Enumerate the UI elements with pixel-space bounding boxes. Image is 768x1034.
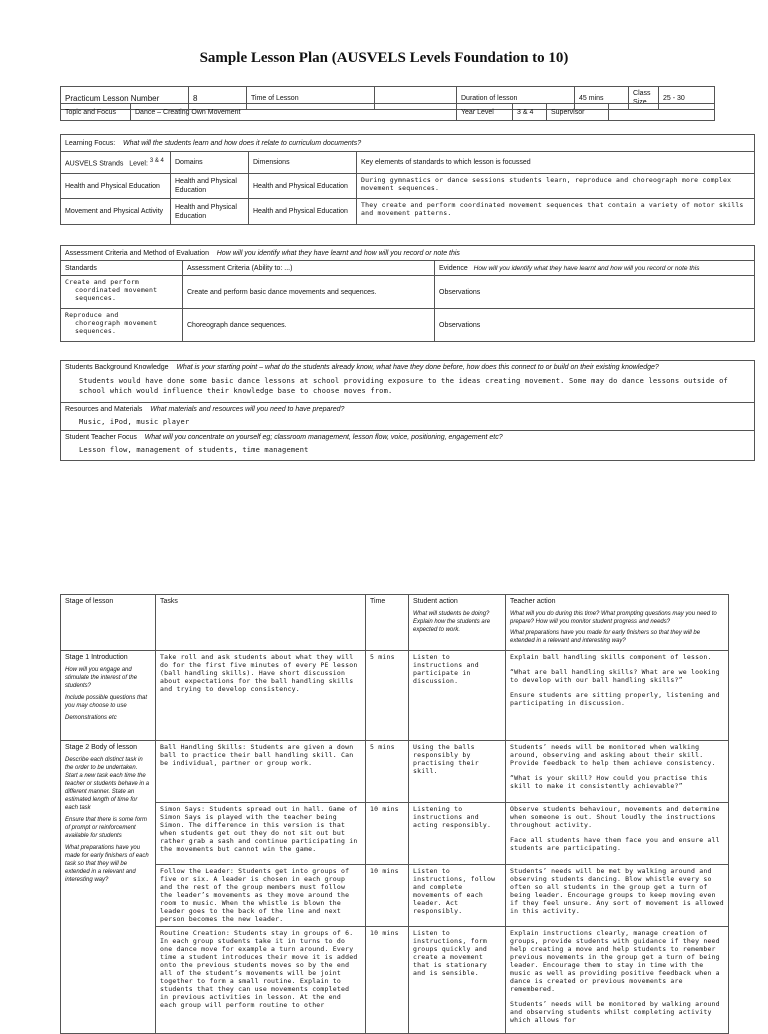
student-action-cell: Listen to instructions, follow and complete movements of each leader. Act responsibly. <box>409 865 506 927</box>
dimensions-label: Dimensions <box>249 152 357 174</box>
dimension-cell: Health and Physical Education <box>249 199 357 225</box>
teacher-focus-question: What will you concentrate on yourself eg; classroom management, lesson flow, voice, positioning, engagement etc? <box>144 434 503 441</box>
teacher-action-text: “What is your skill? How could you practise this skill to make it consistently achievable?” <box>510 774 708 790</box>
evidence-cell: Observations <box>435 276 755 309</box>
class-size-value: 25 - 30 <box>659 87 715 110</box>
strands-label: AUSVELS Strands <box>65 160 124 168</box>
standard-line: sequences. <box>75 294 117 302</box>
assessment-label: Assessment Criteria and Method of Evaluation <box>65 249 209 257</box>
standard-line: sequences. <box>75 327 117 335</box>
duration-label: Duration of lesson <box>457 87 575 110</box>
year-label: Year Level <box>457 104 513 121</box>
topic-value: Dance – Creating Own Movement <box>131 104 457 121</box>
background-question: What is your starting point – what do the students already know, what have they done before, how does this connect to or build on their existing knowledge? <box>176 364 659 371</box>
teacher-action-text: Ensure students are sitting properly, listening and participating in discussion. <box>510 691 720 707</box>
supervisor-value <box>609 104 715 121</box>
supervisor-label: Supervisor <box>547 104 609 121</box>
time-cell: 10 mins <box>366 927 409 1034</box>
tasks-header: Tasks <box>156 595 366 651</box>
table-row <box>61 199 755 225</box>
student-action-cell: Using the balls responsibly by practising their skill. <box>409 741 506 803</box>
time-cell: 10 mins <box>366 865 409 927</box>
standard-line: choreograph movement <box>75 319 158 327</box>
level-value: 3 & 4 <box>149 157 164 164</box>
resources-label: Resources and Materials <box>65 406 143 413</box>
stage-1-prompt: Demonstrations etc <box>65 715 117 721</box>
practicum-label: Practicum Lesson Number <box>61 87 189 110</box>
table-row <box>61 803 729 865</box>
student-action-question: What will students be doing? Explain how the students are expected to work. <box>413 611 491 633</box>
page-title: Sample Lesson Plan (AUSVELS Levels Foundation to 10) <box>199 50 569 66</box>
background-table <box>60 360 755 461</box>
learning-focus-question: What will the students learn and how does it relate to curriculum documents? <box>122 139 362 147</box>
stage-2-prompt: Ensure that there is some form of prompt or reinforcement available for students <box>65 817 148 839</box>
domain-cell: Health and Physical Education <box>171 199 249 225</box>
evidence-question: How will you identify what they have learnt and how will you record or note this <box>473 264 700 272</box>
year-value: 3 & 4 <box>513 104 547 121</box>
duration-value: 45 mins <box>575 87 629 110</box>
strand-cell: Movement and Physical Activity <box>61 199 171 225</box>
background-text: Students would have done some basic dance lessons at school providing exposure to the ideas creating movement. Some may do dance lessons outside of school which would influence their knowledge base to choose moves from. <box>79 377 728 395</box>
level-label: Level: <box>129 160 148 168</box>
teacher-focus-text: Lesson flow, management of students, time management <box>79 446 309 454</box>
stage-1-title: Stage 1 Introduction <box>65 654 128 661</box>
table-row <box>61 741 729 803</box>
evidence-cell: Observations <box>435 309 755 342</box>
stage-1-prompt: How will you engage and stimulate the interest of the students? <box>65 667 138 689</box>
domain-cell: Health and Physical Education <box>171 174 249 199</box>
learning-focus-table <box>60 134 755 225</box>
resources-question: What materials and resources will you need to have prepared? <box>150 406 345 413</box>
table-row <box>61 276 755 309</box>
learning-focus-label: Learning Focus: <box>65 139 116 147</box>
table-row <box>61 927 729 1034</box>
stage-2-prompt: Describe each distinct task in the order to be undertaken. Start a new task each time the teacher or students behave in a different manner. State an estimated length of time for each task <box>65 757 150 811</box>
teacher-focus-label: Student Teacher Focus <box>65 434 137 441</box>
time-header: Time <box>366 595 409 651</box>
standard-line: Create and perform <box>65 278 140 286</box>
teacher-action-text: Students’ needs will be met by walking around and observing students dancing. Blow whistle every so often so all students in the group get a turn of being leader. Encourage groups to keep moving even if they feel unsure. Any sort of movement is allowed in this activity. <box>510 867 724 915</box>
resources-text: Music, iPod, music player <box>79 418 190 426</box>
time-cell: 10 mins <box>366 803 409 865</box>
strand-cell: Health and Physical Education <box>61 174 171 199</box>
stage-2-title: Stage 2 Body of lesson <box>65 744 137 751</box>
lesson-stages-table <box>60 594 729 1034</box>
time-cell: 5 mins <box>366 651 409 741</box>
key-element-cell: They create and perform coordinated movement sequences that contain a variety of motor skills and movement patterns. <box>357 199 755 225</box>
teacher-action-text: Students’ needs will be monitored by walking around and observing students whilst completing activity which allows for <box>510 1000 720 1024</box>
criteria-cell: Create and perform basic dance movements and sequences. <box>183 276 435 309</box>
stage-header: Stage of lesson <box>61 595 156 651</box>
standards-label: Standards <box>61 261 183 276</box>
stage-1-prompt: Include possible questions that you may choose to use <box>65 695 148 709</box>
student-action-cell: Listen to instructions and participate in discussion. <box>409 651 506 741</box>
dimension-cell: Health and Physical Education <box>249 174 357 199</box>
standard-line: Reproduce and <box>65 311 119 319</box>
header-table-2 <box>60 103 715 121</box>
student-action-header: Student action <box>413 598 458 605</box>
criteria-cell: Choreograph dance sequences. <box>183 309 435 342</box>
practicum-value: 8 <box>189 87 247 110</box>
student-action-cell: Listen to instructions, form groups quickly and create a movement that is stationary and is sensible. <box>409 927 506 1034</box>
task-cell: Ball Handling Skills: Students are given a down ball to practice their ball handling skill. Can be individual, partner or group work. <box>156 741 366 803</box>
evidence-label: Evidence <box>439 264 468 272</box>
teacher-action-text: Explain ball handling skills component of lesson. <box>510 653 712 661</box>
teacher-action-text: Face all students have them face you and ensure all students are participating. <box>510 836 720 852</box>
stage-2-prompt: What preparations have you made for early finishers of each task so that they will be extended in a relevant and interesting way? <box>65 845 149 883</box>
table-row <box>61 651 729 741</box>
teacher-action-text: Students’ needs will be monitored when walking around, observing and asking about their skill. Provide feedback to help them achieve consistency. <box>510 743 716 767</box>
table-row <box>61 865 729 927</box>
task-cell: Routine Creation: Students stay in groups of 6. In each group students take it in turns to do one dance move for example a turn around. Every time a student introduces their move it is added onto the previous students moves so by the end all of the student’s movements will be joint together to form a small routine. Explain to students that they can use movements completed in previous activities in lesson. At the end each group will perform routine to other <box>156 927 366 1034</box>
student-action-cell: Listening to instructions and acting responsibly. <box>409 803 506 865</box>
standard-line: coordinated movement <box>75 286 158 294</box>
class-size-label: Class Size <box>629 87 659 110</box>
task-cell: Follow the Leader: Students get into groups of five or six. A leader is chosen in each group and the rest of the group members must follow the leader’s movements as they move around the room to music. When the whistle is blown the leader goes to the back of the line and next person becomes the new leader. <box>156 865 366 927</box>
time-cell: 5 mins <box>366 741 409 803</box>
criteria-label: Assessment Criteria (Ability to: ...) <box>183 261 435 276</box>
teacher-action-text: Observe students behaviour, movements and determine when someone is out. Shout loudly the instructions throughout activity. <box>510 805 720 829</box>
domains-label: Domains <box>171 152 249 174</box>
table-row <box>61 309 755 342</box>
teacher-action-question: What preparations have you made for early finishers so that they will be extended in a relevant and interesting way? <box>510 630 701 644</box>
background-label: Students Background Knowledge <box>65 364 169 371</box>
key-elements-label: Key elements of standards to which lesson is focussed <box>357 152 755 174</box>
task-cell: Simon Says: Students spread out in hall. Game of Simon Says is played with the teacher being Simon. The difference in this version is that when students get out they do not sit out but rather grab a sash and continue participating in the movements but cannot win the game. <box>156 803 366 865</box>
table-row <box>61 174 755 199</box>
teacher-action-question: What will you do during this time? What prompting questions may you need to prepare? How will you monitor student progress and needs? <box>510 611 717 625</box>
task-cell: Take roll and ask students about what they will do for the first five minutes of every PE lesson (ball handling skills). Have short discussion about expectations for the ball handling skills and trying to develop consistency. <box>156 651 366 741</box>
teacher-action-text: Explain instructions clearly, manage creation of groups, provide students with guidance if they need help creating a move and help students to remember previous movements in the group get a turn of being leader. Encourage them to stay in time with the music as well as providing positive feedback when a dance is created or previous movements are remembered. <box>510 929 720 993</box>
assessment-table <box>60 245 755 342</box>
topic-label: Topic and Focus <box>61 104 131 121</box>
key-element-cell: During gymnastics or dance sessions students learn, reproduce and choreograph more complex movement sequences. <box>357 174 755 199</box>
teacher-action-header: Teacher action <box>510 598 556 605</box>
time-label: Time of Lesson <box>247 87 375 110</box>
teacher-action-text: “What are ball handling skills? What are we looking to develop with our ball handling skills?” <box>510 668 720 684</box>
assessment-question: How will you identify what they have learnt and how will you record or note this <box>216 249 460 257</box>
